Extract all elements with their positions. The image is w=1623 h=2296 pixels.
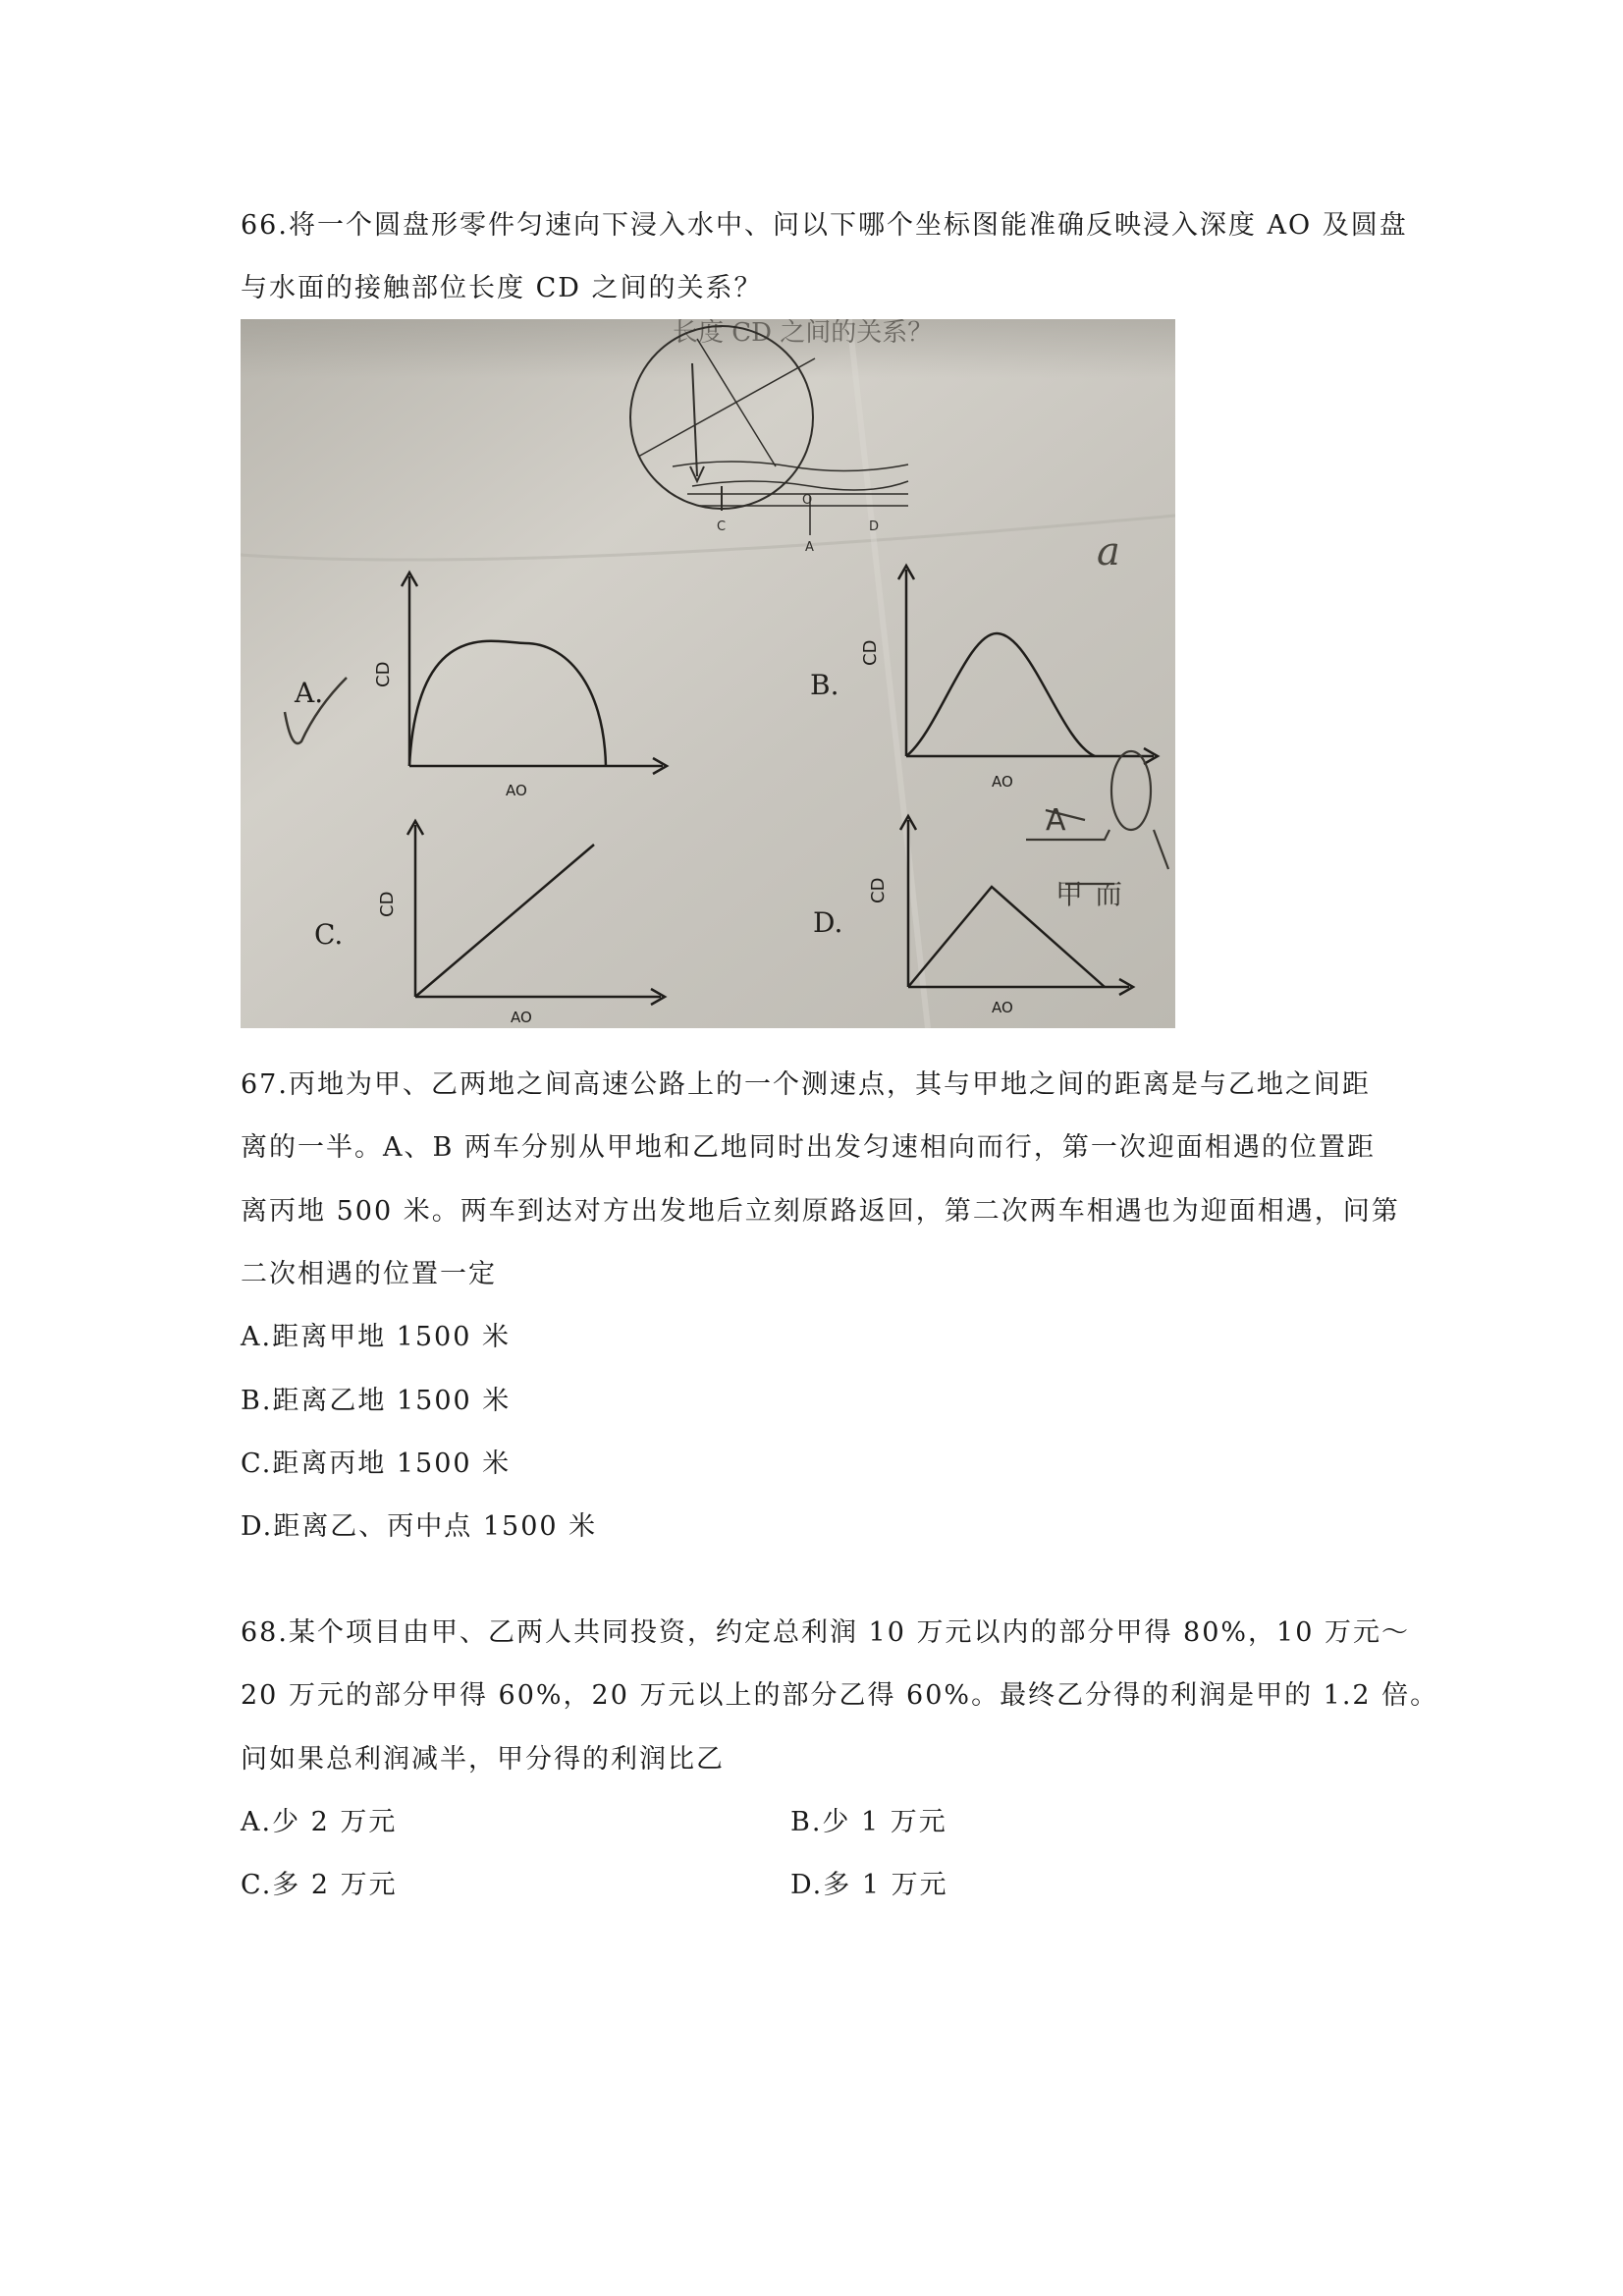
option-a-letter: A. xyxy=(295,677,324,709)
bleed-through-text: 长度 CD 之间的关系？ xyxy=(673,319,934,348)
q67-option-a[interactable]: A.距离甲地 1500 米 xyxy=(241,1322,511,1352)
option-c-x-label: AO xyxy=(511,1009,532,1026)
option-d-y-label: CD xyxy=(868,877,889,903)
q67-stem-line-1: 67.丙地为甲、乙两地之间高速公路上的一个测速点，其与甲地之间的距离是与乙地之间距 xyxy=(241,1069,1371,1100)
q67-option-c[interactable]: C.距离丙地 1500 米 xyxy=(241,1449,512,1479)
q67-stem-line-2: 离的一半。A、B 两车分别从甲地和乙地同时出发匀速相向而行，第一次迎面相遇的位置距 xyxy=(241,1132,1376,1163)
option-b-letter: B. xyxy=(810,669,839,701)
q68-stem-line-2: 20 万元的部分甲得 60%，20 万元以上的部分乙得 60%。最终乙分得的利润是甲的 1.2 倍。 xyxy=(241,1680,1439,1711)
handwriting-a: a xyxy=(1097,529,1120,574)
option-b-x-label: AO xyxy=(992,773,1013,791)
q67-option-b[interactable]: B.距离乙地 1500 米 xyxy=(241,1386,512,1416)
option-c-letter: C. xyxy=(314,918,344,951)
q66-stem-line-1: 66.将一个圆盘形零件匀速向下浸入水中、问以下哪个坐标图能准确反映浸入深度 AO 及圆盘 xyxy=(241,210,1408,241)
point-label-c: C xyxy=(717,519,727,534)
option-d-letter: D. xyxy=(813,906,843,939)
option-d-x-label: AO xyxy=(992,999,1013,1016)
option-b-y-label: CD xyxy=(860,639,881,666)
q68-option-b[interactable]: B.少 1 万元 xyxy=(790,1807,947,1837)
q67-option-d[interactable]: D.距离乙、丙中点 1500 米 xyxy=(241,1511,598,1542)
q68-option-a[interactable]: A.少 2 万元 xyxy=(241,1807,398,1837)
q67-stem-line-3: 离丙地 500 米。两车到达对方出发地后立刻原路返回，第二次两车相遇也为迎面相遇，问第 xyxy=(241,1196,1400,1227)
option-c-y-label: CD xyxy=(377,891,398,917)
q66-stem-line-2: 与水面的接触部位长度 CD 之间的关系？ xyxy=(241,273,763,303)
q66-figure-photo xyxy=(241,319,1175,1028)
q67-stem-line-4: 二次相遇的位置一定 xyxy=(241,1259,497,1289)
q68-stem-line-1: 68.某个项目由甲、乙两人共同投资，约定总利润 10 万元以内的部分甲得 80%，10 万元～ xyxy=(241,1617,1410,1648)
point-label-o: O xyxy=(802,493,813,508)
option-a-x-label: AO xyxy=(506,782,527,799)
point-label-d: D xyxy=(869,519,880,534)
point-label-a: A xyxy=(805,540,814,555)
q68-option-d[interactable]: D.多 1 万元 xyxy=(790,1870,948,1900)
handwriting-jia: 甲 xyxy=(1055,878,1084,910)
q68-option-c[interactable]: C.多 2 万元 xyxy=(241,1870,398,1900)
handwriting-er: 而 xyxy=(1095,878,1123,910)
option-a-y-label: CD xyxy=(373,661,394,687)
q68-stem-line-3: 问如果总利润减半，甲分得的利润比乙 xyxy=(241,1744,725,1775)
handwriting-letter-a: A xyxy=(1046,803,1066,838)
